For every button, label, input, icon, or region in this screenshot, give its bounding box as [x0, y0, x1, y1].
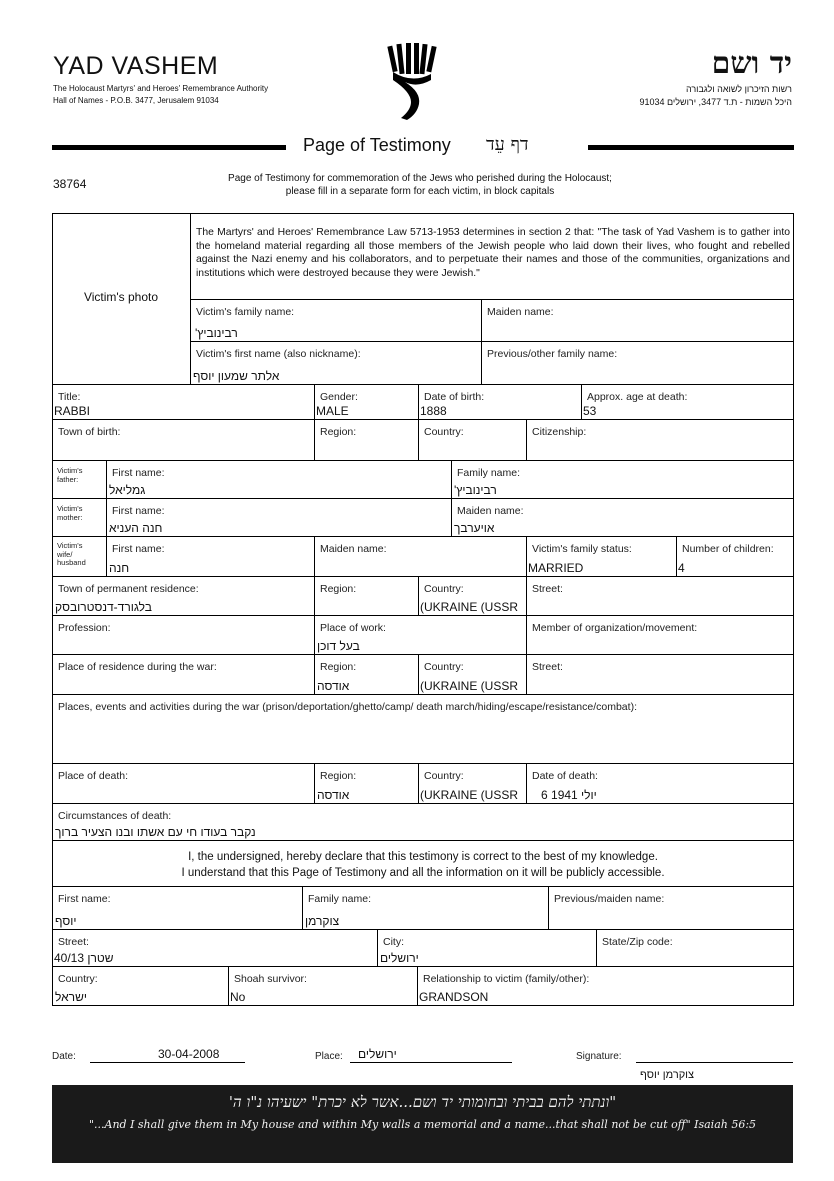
submitter-street-label: Street:	[58, 936, 89, 948]
victim-family-name-field[interactable]	[190, 299, 482, 342]
dob-value: 1888	[420, 404, 447, 418]
submitter-family-name-field[interactable]	[302, 886, 549, 930]
org-address-he: היכל השמות - ת.ד 3477, ירושלים 91034	[639, 97, 792, 107]
circumstances-label: Circumstances of death:	[58, 810, 172, 822]
age-label: Approx. age at death:	[587, 391, 688, 403]
wife-maiden-name-field[interactable]	[314, 536, 527, 577]
permanent-region-field[interactable]	[314, 576, 419, 616]
death-country-value: (UKRAINE (USSR	[420, 788, 519, 802]
mother-maiden-name-value: אויערבך	[454, 521, 495, 535]
circumstances-field[interactable]	[52, 803, 794, 841]
circumstances-value: נקבר בעודו חי עם אשתו ובנו הצעיר ברוך	[55, 825, 256, 839]
family-status-value: MARRIED	[528, 561, 584, 575]
org-subtitle-he	[639, 83, 792, 109]
yad-vashem-logo-icon	[387, 42, 437, 122]
submitter-first-name-field[interactable]	[52, 886, 303, 930]
submitter-prev-name-label: Previous/maiden name:	[554, 893, 665, 905]
victim-first-name-field[interactable]	[190, 341, 482, 385]
war-country-label: Country:	[424, 661, 464, 673]
permanent-country-label: Country:	[424, 583, 464, 595]
organization-label: Member of organization/movement:	[532, 622, 698, 634]
war-events-label: Places, events and activities during the war (prison/deportation/ghetto/camp/ death march/hiding/escape/resistance/combat):	[58, 701, 637, 713]
death-region-label: Region:	[320, 770, 357, 782]
place-value: ירושלים	[358, 1047, 397, 1061]
title-field[interactable]	[52, 384, 315, 420]
date-label: Date:	[52, 1051, 76, 1062]
permanent-town-label: Town of permanent residence:	[58, 583, 199, 595]
mother-first-name-value: חנה העניא	[109, 521, 163, 535]
submitter-first-name-label: First name:	[58, 893, 111, 905]
org-name-he: יד ושם	[711, 46, 792, 81]
war-region-value: אודסה	[317, 679, 350, 693]
place-label: Place:	[315, 1051, 343, 1062]
signer-name: צוקרמן יוסף	[640, 1069, 695, 1081]
banner-hebrew-quote: "ונתתי להם בביתי ובחומותי יד ושם...אשר לא יכרת" ישעיהו נ"ו ה'	[228, 1093, 617, 1111]
death-region-field[interactable]	[314, 763, 419, 804]
citizenship-label: Citizenship:	[532, 426, 587, 438]
permanent-street-field[interactable]	[526, 576, 794, 616]
declaration-text	[52, 849, 794, 881]
intro-text	[190, 172, 650, 198]
children-field[interactable]	[676, 536, 794, 577]
org-authority-en: The Holocaust Martyrs' and Heroes' Remembrance Authority	[53, 84, 269, 93]
gender-value: MALE	[316, 404, 349, 418]
mother-row-label-box	[52, 498, 107, 537]
father-first-name-value: גמליאל	[109, 483, 146, 497]
shoah-survivor-label: Shoah survivor:	[234, 973, 307, 985]
family-status-field[interactable]	[526, 536, 677, 577]
place-of-death-field[interactable]	[52, 763, 315, 804]
birth-region-field[interactable]	[314, 419, 419, 461]
header-rule-left	[52, 145, 286, 150]
war-street-field[interactable]	[526, 654, 794, 695]
permanent-street-label: Street:	[532, 583, 563, 595]
gender-field[interactable]	[314, 384, 419, 420]
intro-line-1: Page of Testimony for commemoration of the Jews who perished during the Holocaust;	[228, 173, 612, 184]
submitter-family-name-label: Family name:	[308, 893, 372, 905]
org-subtitle-en	[53, 83, 268, 107]
father-family-name-label: Family name:	[457, 467, 521, 479]
relationship-label: Relationship to victim (family/other):	[423, 973, 590, 985]
father-family-name-field[interactable]	[451, 460, 794, 499]
place-of-work-label: Place of work:	[320, 622, 386, 634]
relationship-field[interactable]	[417, 966, 794, 1006]
war-country-field[interactable]	[418, 654, 527, 695]
document-number: 38764	[53, 177, 87, 191]
age-field[interactable]	[581, 384, 794, 420]
town-of-birth-label: Town of birth:	[58, 426, 121, 438]
children-value: 4	[678, 561, 685, 575]
age-value: 53	[583, 404, 597, 418]
submitter-city-value: ירושלים	[380, 951, 419, 965]
wife-first-name-field[interactable]	[106, 536, 315, 577]
submitter-country-label: Country:	[58, 973, 98, 985]
permanent-country-value: (UKRAINE (USSR	[420, 600, 519, 614]
date-of-death-label: Date of death:	[532, 770, 598, 782]
date-value: 30-04-2008	[158, 1047, 220, 1061]
victim-family-name-value: רבינוביץ'	[195, 326, 238, 340]
wife-first-name-value: חנה	[109, 561, 130, 575]
title-value: RABBI	[54, 404, 91, 418]
mother-first-name-field[interactable]	[106, 498, 452, 537]
family-status-label: Victim's family status:	[532, 543, 632, 555]
father-row-label: Victim's father:	[57, 466, 83, 484]
victim-maiden-name-label: Maiden name:	[487, 306, 554, 318]
mother-maiden-name-label: Maiden name:	[457, 505, 524, 517]
submitter-street-field[interactable]	[52, 929, 378, 967]
father-family-name-value: רבינוביץ'	[454, 483, 497, 497]
place-of-work-value: בעל דוכן	[317, 639, 360, 653]
dob-field[interactable]	[418, 384, 582, 420]
victim-maiden-name-field[interactable]	[481, 299, 794, 342]
title-label: Title:	[58, 391, 81, 403]
date-of-death-field[interactable]	[526, 763, 794, 804]
org-name-en: YAD VASHEM	[53, 52, 219, 80]
page-title-he: דף עֵד	[486, 134, 529, 155]
children-label: Number of children:	[682, 543, 774, 555]
signature-line[interactable]	[636, 1047, 793, 1063]
birth-country-field[interactable]	[418, 419, 527, 461]
permanent-town-field[interactable]	[52, 576, 315, 616]
header-rule-right	[588, 145, 794, 150]
war-region-field[interactable]	[314, 654, 419, 695]
victim-photo-label: Victim's photo	[83, 290, 159, 304]
org-address-en: Hall of Names - P.O.B. 3477, Jerusalem 91034	[53, 96, 219, 105]
victim-family-name-label: Victim's family name:	[196, 306, 295, 318]
org-authority-he: רשות הזיכרון לשואה ולגבורה	[685, 84, 792, 94]
submitter-family-name-value: צוקרמן	[305, 914, 340, 928]
submitter-prev-name-field[interactable]	[548, 886, 794, 930]
submitter-city-label: City:	[383, 936, 404, 948]
birth-region-label: Region:	[320, 426, 357, 438]
submitter-state-field[interactable]	[596, 929, 794, 967]
place-of-death-label: Place of death:	[58, 770, 129, 782]
death-region-value: אודסה	[317, 788, 350, 802]
submitter-city-field[interactable]	[377, 929, 597, 967]
war-residence-field[interactable]	[52, 654, 315, 695]
gender-label: Gender:	[320, 391, 358, 403]
mother-first-name-label: First name:	[112, 505, 165, 517]
father-row-label-box	[52, 460, 107, 499]
profession-label: Profession:	[58, 622, 111, 634]
death-country-field[interactable]	[418, 763, 527, 804]
victim-prev-family-label: Previous/other family name:	[487, 348, 618, 360]
town-of-birth-field[interactable]	[52, 419, 315, 461]
page-title: Page of Testimony	[303, 135, 451, 155]
submitter-first-name-value: יוסף	[55, 914, 77, 928]
war-residence-label: Place of residence during the war:	[58, 661, 217, 673]
submitter-street-value: שטרן 40/13	[54, 951, 114, 965]
victim-prev-family-field[interactable]	[481, 341, 794, 385]
submitter-country-value: ישראל	[55, 990, 87, 1004]
citizenship-field[interactable]	[526, 419, 794, 461]
wife-row-label-box	[52, 536, 107, 577]
isaiah-quote-banner	[52, 1085, 793, 1163]
banner-english-quote: "...And I shall give them in My house and within My walls a memorial and a name...that shall not be cut off" Isaiah 56:5	[88, 1118, 757, 1131]
mother-row-label: Victim's mother:	[57, 504, 83, 522]
organization-field[interactable]	[526, 615, 794, 655]
declaration-line-1: I, the undersigned, hereby declare that this testimony is correct to the best of my knowledge.	[188, 851, 658, 863]
law-text: The Martyrs' and Heroes' Remembrance Law 5713-1953 determines in section 2 that: "The task of Yad Vashem is to gather into the homeland material regarding all those members of the Jewish people who laid down their lives, who fought and rebelled against the Nazi enemy and his collaborators, and to perpetuate their names and those of the communities, organizations and institutions which were destroyed because they were Jewish."	[196, 227, 790, 279]
war-street-label: Street:	[532, 661, 563, 673]
victim-first-name-label: Victim's first name (also nickname):	[196, 348, 361, 360]
wife-maiden-name-label: Maiden name:	[320, 543, 387, 555]
submitter-country-field[interactable]	[52, 966, 229, 1006]
victim-first-name-value: אלתר שמעון יוסף	[193, 369, 280, 383]
dob-label: Date of birth:	[424, 391, 485, 403]
war-events-field[interactable]	[52, 694, 794, 764]
shoah-survivor-field[interactable]	[228, 966, 418, 1006]
place-of-work-field[interactable]	[314, 615, 527, 655]
relationship-value: GRANDSON	[419, 990, 489, 1004]
father-first-name-field[interactable]	[106, 460, 452, 499]
permanent-country-field[interactable]	[418, 576, 527, 616]
war-region-label: Region:	[320, 661, 357, 673]
declaration-line-2: I understand that this Page of Testimony and all the information on it will be publicly accessible.	[181, 867, 665, 879]
birth-country-label: Country:	[424, 426, 464, 438]
shoah-survivor-value: No	[230, 990, 246, 1004]
war-country-value: (UKRAINE (USSR	[420, 679, 519, 693]
permanent-town-value: בלגורד-דנסטרובסק	[55, 600, 152, 614]
date-of-death-value: 6 יולי 1941	[541, 788, 597, 802]
profession-field[interactable]	[52, 615, 315, 655]
permanent-region-label: Region:	[320, 583, 357, 595]
death-country-label: Country:	[424, 770, 464, 782]
submitter-state-label: State/Zip code:	[602, 936, 673, 948]
signature-label: Signature:	[576, 1051, 622, 1062]
wife-first-name-label: First name:	[112, 543, 165, 555]
father-first-name-label: First name:	[112, 467, 165, 479]
mother-maiden-name-field[interactable]	[451, 498, 794, 537]
wife-row-label: Victim's wife/ husband	[57, 541, 86, 567]
intro-line-2: please fill in a separate form for each victim, in block capitals	[285, 186, 555, 197]
